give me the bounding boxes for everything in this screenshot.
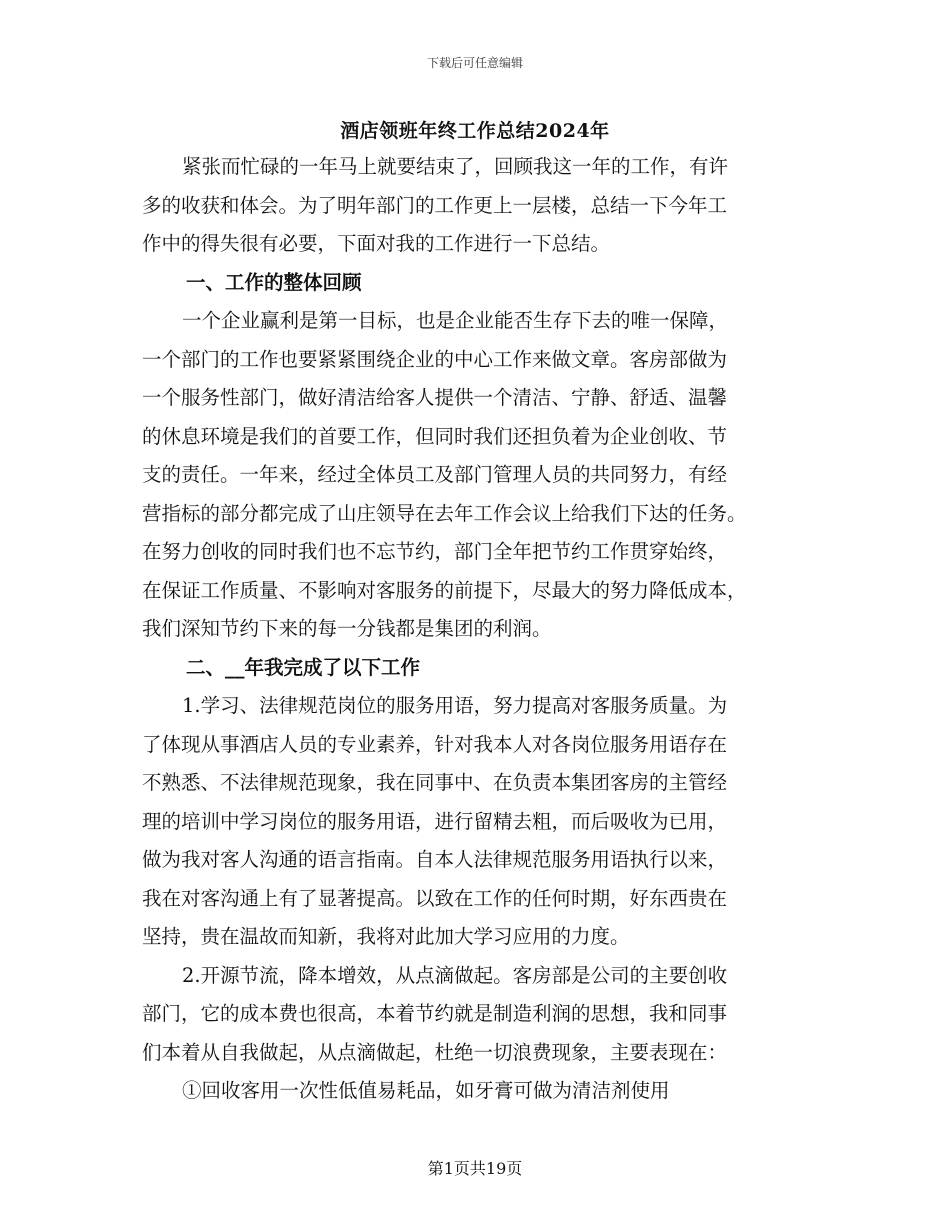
document-body bbox=[142, 148, 812, 1111]
section-heading-2: 二、__年我完成了以下工作 bbox=[186, 655, 421, 679]
paragraph-line: 理的培训中学习岗位的服务用语，进行留精去粗，而后吸收为已用， bbox=[142, 809, 728, 833]
paragraph-line: 营指标的部分都完成了山庄领导在去年工作会议上给我们下达的任务。 bbox=[142, 501, 747, 525]
document-title: 酒店领班年终工作总结2024年 bbox=[340, 120, 610, 142]
paragraph-line: 们本着从自我做起，从点滴做起，杜绝一切浪费现象，主要表现在： bbox=[142, 1040, 728, 1064]
paragraph-line: 部门，它的成本费也很高，本着节约就是制造利润的思想，我和同事 bbox=[142, 1002, 728, 1025]
paragraph-line: 做为我对客人沟通的语言指南。自本人法律规范服务用语执行以来， bbox=[142, 848, 728, 871]
paragraph-line: 我在对客沟通上有了显著提高。以致在工作的任何时期，好东西贵在 bbox=[142, 886, 728, 910]
paragraph-line: 了体现从事酒店人员的专业素养，针对我本人对各岗位服务用语存在 bbox=[142, 732, 728, 756]
paragraph-line: 一个企业赢利是第一目标，也是企业能否生存下去的唯一保障， bbox=[182, 309, 729, 332]
paragraph-line: 2.开源节流，降本增效，从点滴做起。客房部是公司的主要创收 bbox=[182, 963, 728, 987]
section-heading-1: 一、工作的整体回顾 bbox=[186, 270, 362, 294]
paragraph-line: 的休息环境是我们的首要工作，但同时我们还担负着为企业创收、节 bbox=[142, 424, 728, 448]
paragraph-line: 紧张而忙碌的一年马上就要结束了，回顾我这一年的工作，有许 bbox=[182, 155, 729, 178]
paragraph-line: 不熟悉、不法律规范现象，我在同事中、在负责本集团客房的主管经 bbox=[142, 771, 728, 794]
paragraph-line: 1.学习、法律规范岗位的服务用语，努力提高对客服务质量。为 bbox=[182, 694, 728, 717]
page-number: 第1页共19页 bbox=[427, 1159, 523, 1178]
paragraph-line: 在保证工作质量、不影响对客服务的前提下，尽最大的努力降低成本， bbox=[142, 578, 747, 602]
paragraph-line: 在努力创收的同时我们也不忘节约，部门全年把节约工作贯穿始终， bbox=[142, 540, 728, 563]
list-item-line: ①回收客用一次性低值易耗品，如牙膏可做为清洁剂使用 bbox=[182, 1079, 670, 1102]
paragraph-line: 一个部门的工作也要紧紧围绕企业的中心工作来做文章。客房部做为 bbox=[142, 347, 728, 371]
paragraph-line: 多的收获和体会。为了明年部门的工作更上一层楼，总结一下今年工 bbox=[142, 193, 728, 217]
header-note: 下载后可任意编辑 bbox=[426, 56, 523, 70]
paragraph-line: 一个服务性部门，做好清洁给客人提供一个清洁、宁静、舒适、温馨 bbox=[142, 386, 728, 409]
paragraph-line: 坚持，贵在温故而知新，我将对此加大学习应用的力度。 bbox=[142, 925, 630, 948]
paragraph-line: 我们深知节约下来的每一分钱都是集团的利润。 bbox=[142, 617, 552, 640]
paragraph-line: 支的责任。一年来，经过全体员工及部门管理人员的共同努力，有经 bbox=[142, 463, 728, 486]
paragraph-line: 作中的得失很有必要，下面对我的工作进行一下总结。 bbox=[142, 232, 611, 255]
